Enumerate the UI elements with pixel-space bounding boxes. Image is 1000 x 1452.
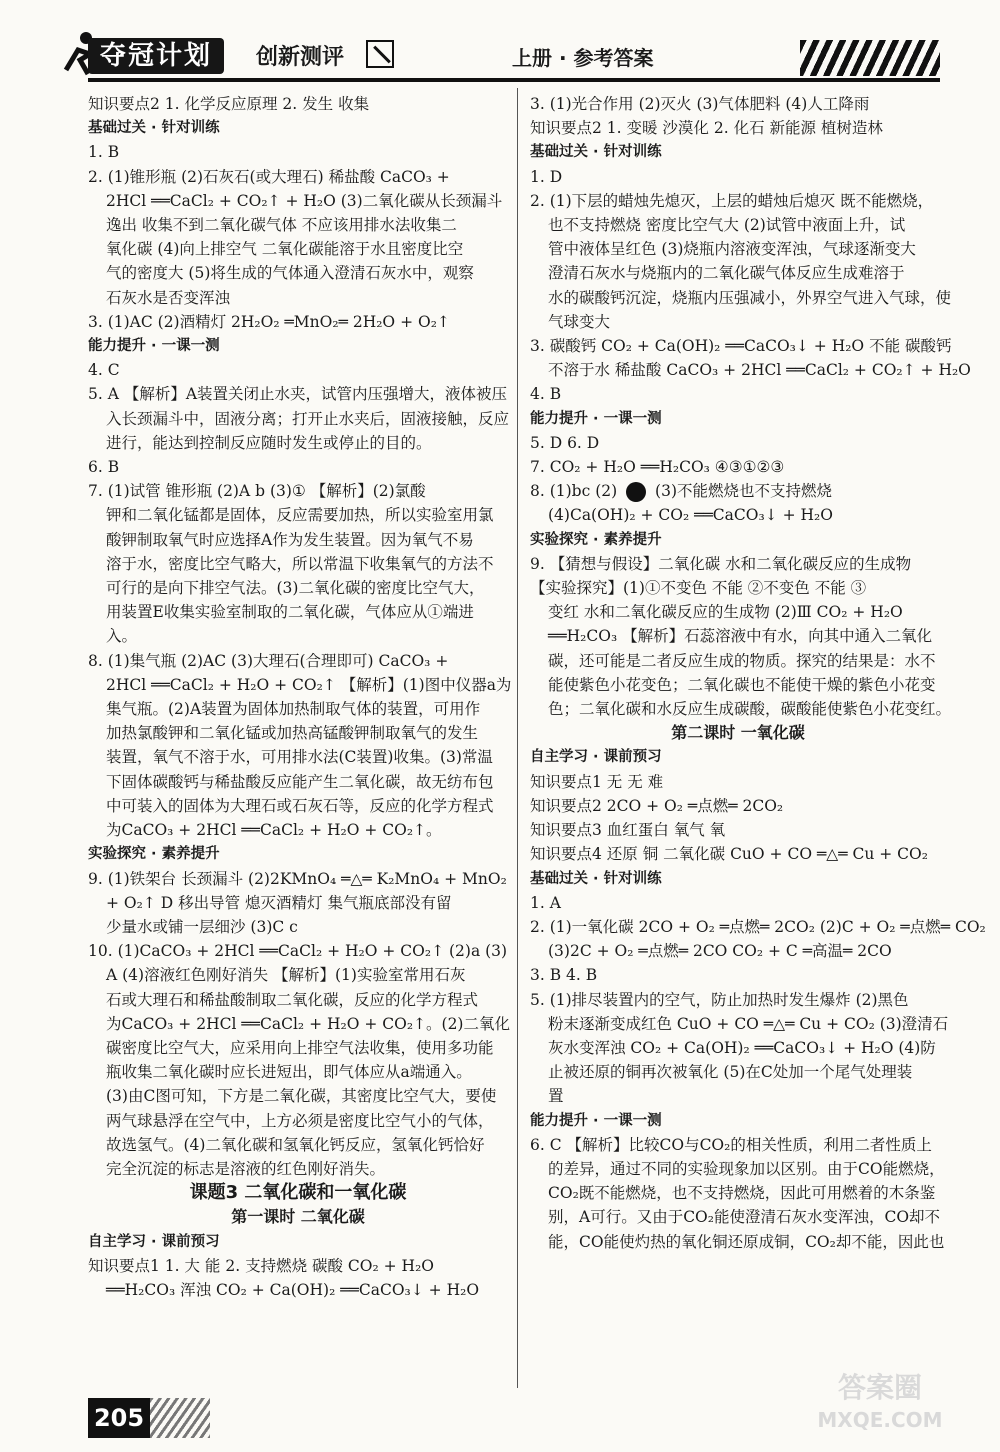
text-line: 进行，能达到控制反应随时发生或停止的目的。 [106,433,432,452]
subheading: 基础过关 · 针对训练 [530,870,662,887]
text-line: 完全沉淀的标志是溶液的红色刚好消失。 [106,1159,386,1178]
text-line: 2. (1)下层的蜡烛先熄灭，上层的蜡烛后熄灭 既不能燃烧， [530,191,934,210]
text-line: 【实验探究】(1)①不变色 不能 ②不变色 不能 ③ [530,579,867,598]
text-line: 的差异，通过不同的实验现象加以区别。由于CO能燃烧， [548,1159,945,1178]
text-line: 瓶收集二氧化碳时应长进短出，即气体应从a端通入。 [106,1063,472,1082]
text-line: 置 [548,1087,564,1106]
text-line: 用装置E收集实验室制取的二氧化碳，气体应从①端进 [106,603,474,622]
text-line: 下固体碳酸钙与稀盐酸反应能产生二氧化碳，故无纺布包 [106,772,494,791]
text-line: 知识要点3 血红蛋白 氧气 氧 [530,821,726,840]
text-line: 9. 【猜想与假设】二氧化碳 水和二氧化碳反应的生成物 [530,554,912,573]
checkmark-box-icon [366,40,394,68]
text-line: (3)由C图可知，下方是二氧化碳，其密度比空气大，要使 [106,1087,497,1106]
text-line: 5. (1)排尽装置内的空气，防止加热时发生爆炸 (2)黑色 [530,990,909,1009]
text-line: 为CaCO₃ + 2HCl ══CaCl₂ + H₂O + CO₂↑。 [106,821,442,840]
answer-8-label: 8. (1)bc (2) [530,482,618,501]
molecule-icon [626,482,646,502]
text-line: 装置，氧气不溶于水，可用排水法(C装置)收集。(3)常温 [106,748,493,767]
text-line: 氧化碳 (4)向上排空气 二氧化碳能溶于水且密度比空 [106,240,464,259]
right-column [530,92,986,1254]
text-line: 也不支持燃烧 密度比空气大 (2)试管中液面上升，试 [548,216,906,235]
watermark-text: 答案圈 [837,1371,922,1404]
column-divider [517,88,518,1388]
answer-8-text: (3)不能燃烧也不支持燃烧 [655,482,833,501]
subheading: 自主学习 · 课前预习 [88,1233,220,1250]
text-line: 知识要点1 1. 大 能 2. 支持燃烧 碳酸 CO₂ + H₂O [88,1256,434,1275]
text-line: 5. D 6. D [530,433,600,452]
text-line: 知识要点2 1. 化学反应原理 2. 发生 收集 [88,95,370,113]
text-line: 8. (1)集气瓶 (2)AC (3)大理石(合理即可) CaCO₃ + [88,651,449,670]
text-line: 碳密度比空气大，应采用向上排空气法收集，使用多功能 [106,1038,494,1057]
left-column [88,92,512,1302]
subheading: 基础过关 · 针对训练 [88,120,220,137]
text-line: 知识要点1 无 无 难 [530,772,664,791]
text-line: 集气瓶。(2)A装置为固体加热制取气体的装置，可用作 [106,700,481,719]
text-line: 6. C 【解析】比较CO与CO₂的相关性质，利用二者性质上 [530,1135,932,1154]
lesson-title: 课题3 二氧化碳和一氧化碳 [189,1182,407,1204]
text-line: 5. A 【解析】A装置关闭止水夹，试管内压强增大，液体被压 [88,385,508,404]
text-line: 2HCl ══CaCl₂ + CO₂↑ + H₂O (3)二氧化碳从长颈漏斗 [106,191,503,210]
text-line: 少量水或铺一层细沙 (3)C c [106,917,298,936]
page-number: 205 [88,1398,150,1438]
text-line: 7. (1)试管 锥形瓶 (2)A b (3)① 【解析】(2)氯酸 [88,482,426,501]
text-line: A (4)溶液红色刚好消失 【解析】(1)实验室常用石灰 [106,966,466,985]
lesson-subtitle: 第二课时 一氧化碳 [671,723,805,743]
text-line: 4. C [88,361,120,380]
text-line: 变红 水和二氧化碳反应的生成物 (2)Ⅲ CO₂ + H₂O [548,603,903,622]
text-line: 3. 碳酸钙 CO₂ + Ca(OH)₂ ══CaCO₃↓ + H₂O 不能 碳酸钙 [530,337,952,356]
text-line: 为CaCO₃ + 2HCl ══CaCl₂ + H₂O + CO₂↑。(2)二氧化 [106,1014,510,1033]
header-stripes [800,40,940,76]
subheading: 能力提升 · 一课一测 [530,1112,662,1129]
text-line: 知识要点2 2CO + O₂ ═点燃═ 2CO₂ [530,796,784,815]
brand-title: 创新测评 [256,45,345,70]
subheading: 基础过关 · 针对训练 [530,144,662,161]
text-line: 3. (1)光合作用 (2)灭火 (3)气体肥料 (4)人工降雨 [530,95,870,113]
text-line: (4)Ca(OH)₂ + CO₂ ══CaCO₃↓ + H₂O [548,506,833,525]
text-line: 3. (1)AC (2)酒精灯 2H₂O₂ ═MnO₂═ 2H₂O + O₂↑ [88,312,450,331]
text-line: (3)2C + O₂ ═点燃═ 2CO CO₂ + C ═高温═ 2CO [548,942,892,961]
text-line: 1. B [88,143,120,162]
text-line: 2. (1)锥形瓶 (2)石灰石(或大理石) 稀盐酸 CaCO₃ + [88,167,450,186]
text-line: CO₂既不能燃烧，也不支持燃烧，因此可用燃着的木条鉴 [548,1184,936,1203]
subheading: 实验探究 · 素养提升 [88,846,220,863]
text-line: 不溶于水 稀盐酸 CaCO₃ + 2HCl ══CaCl₂ + CO₂↑ + H₂O [548,361,971,380]
text-line: 钾和二氧化锰都是固体，反应需要加热，所以实验室用氯 [106,506,494,525]
text-line: 止被还原的铜再次被氧化 (5)在C处加一个尾气处理装 [548,1063,913,1082]
text-line: 酸钾制取氧气时应选择A作为发生装置。因为氧气不易 [106,530,474,549]
text-line: 2. (1)一氧化碳 2CO + O₂ ═点燃═ 2CO₂ (2)C + O₂ ═点燃═ CO₂ [530,917,986,936]
subheading: 能力提升 · 一课一测 [88,338,220,355]
text-line: 气的密度大 (5)将生成的气体通入澄清石灰水中，观察 [106,264,474,283]
text-line: 石或大理石和稀盐酸制取二氧化碳，反应的化学方程式 [106,990,479,1009]
text-line: 3. B 4. B [530,966,598,985]
text-line: 管中液体呈红色 (3)烧瓶内溶液变浑浊，气球逐渐变大 [548,240,916,259]
text-line: 入长颈漏斗中，固液分离；打开止水夹后，固液接触，反应 [106,409,510,428]
text-line: 别，A可行。又由于CO₂能使澄清石灰水变浑浊，CO却不 [548,1208,941,1227]
text-line: 两气球悬浮在空气中，上方必须是密度比空气小的气体， [106,1111,494,1130]
text-line: 故选氢气。(4)二氧化碳和氢氧化钙反应，氢氧化钙恰好 [106,1135,485,1154]
watermark [790,1372,970,1438]
logo: 夺冠计划 [88,38,224,74]
text-line: 粉末逐渐变成红色 CuO + CO ═△═ Cu + CO₂ (3)澄清石 [548,1014,949,1033]
text-line: 1. A [530,893,561,912]
text-line: 逸出 收集不到二氧化碳气体 不应该用排水法收集二 [106,216,457,235]
text-line: ══H₂CO₃ 【解析】石蕊溶液中有水，向其中通入二氧化 [548,627,933,646]
text-line: 能使紫色小花变色；二氧化碳也不能使干燥的紫色小花变 [548,675,936,694]
text-line: + O₂↑ D 移出导管 熄灭酒精灯 集气瓶底部没有留 [106,893,452,912]
text-line: 澄清石灰水与烧瓶内的二氧化碳气体反应生成难溶于 [548,264,905,283]
text-line: 碳，还可能是二者反应生成的物质。探究的结果是：水不 [548,651,936,670]
text-line: 6. B [88,458,120,477]
text-line: 可行的是向下排空气法。(3)二氧化碳的密度比空气大， [106,579,485,598]
text-line: 入。 [106,627,138,646]
text-line: 灰水变浑浊 CO₂ + Ca(OH)₂ ══CaCO₃↓ + H₂O (4)防 [548,1038,936,1057]
subheading: 自主学习 · 课前预习 [530,749,662,766]
text-line: 石灰水是否变浑浊 [106,288,231,307]
text-line: 10. (1)CaCO₃ + 2HCl ══CaCl₂ + H₂O + CO₂↑ (2)a (3) [88,942,508,961]
footer-stripes [150,1398,210,1438]
text-line: ══H₂CO₃ 浑浊 CO₂ + Ca(OH)₂ ══CaCO₃↓ + H₂O [106,1280,480,1299]
text-line: 色；二氧化碳和水反应生成碳酸，碳酸能使紫色小花变红。 [548,700,952,719]
watermark-url: MXQE.COM [817,1408,943,1432]
section-title: 上册 · 参考答案 [512,46,654,70]
subheading: 能力提升 · 一课一测 [530,410,662,427]
text-line [530,479,946,503]
page-header [0,0,1000,88]
header-rule [88,78,940,82]
text-line: 2HCl ══CaCl₂ + H₂O + CO₂↑ 【解析】(1)图中仪器a为 [106,675,512,694]
lesson-subtitle: 第一课时 二氧化碳 [231,1207,365,1227]
subheading: 实验探究 · 素养提升 [530,531,662,548]
text-line: 加热氯酸钾和二氧化锰或加热高锰酸钾制取氧气的发生 [106,724,479,743]
text-line: 9. (1)铁架台 长颈漏斗 (2)2KMnO₄ ═△═ K₂MnO₄ + MnO₂ [88,869,507,888]
text-line: 气球变大 [548,312,611,331]
text-line: 中可装入的固体为大理石或石灰石等，反应的化学方程式 [106,796,494,815]
text-line: 7. CO₂ + H₂O ══H₂CO₃ ④③①②③ [530,458,785,477]
text-line: 溶于水，密度比空气略大，所以常温下收集氧气的方法不 [106,554,494,573]
text-line: 1. D [530,167,563,186]
text-line: 4. B [530,385,562,404]
text-line: 知识要点4 还原 铜 二氧化碳 CuO + CO ═△═ Cu + CO₂ [530,845,928,864]
text-line: 水的碳酸钙沉淀，烧瓶内压强减小，外界空气进入气球，使 [548,288,952,307]
text-line: 知识要点2 1. 变暖 沙漠化 2. 化石 新能源 植树造林 [530,119,883,138]
text-line: 能，CO能使灼热的氧化铜还原成铜，CO₂却不能，因此也 [548,1232,945,1251]
